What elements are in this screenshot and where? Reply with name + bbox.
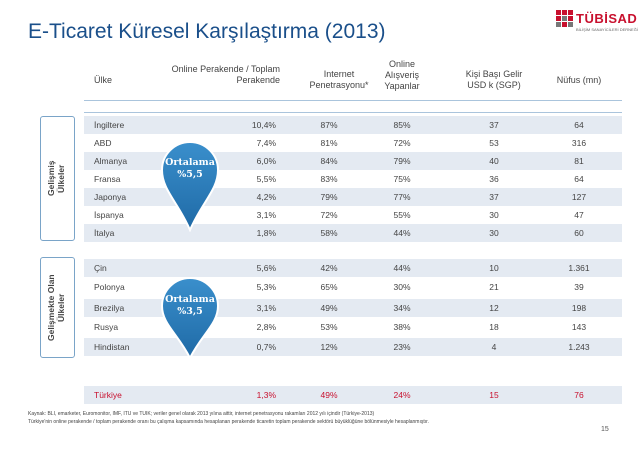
- cell-population: 316: [571, 138, 587, 148]
- cell-country: Polonya: [94, 282, 125, 292]
- cell-population: 60: [574, 228, 584, 238]
- cell-population: 198: [571, 303, 587, 313]
- table-row: [84, 116, 622, 134]
- cell-share: 2,8%: [256, 322, 276, 332]
- header-population: Nüfus (mn): [556, 75, 602, 85]
- cell-gdp: 53: [489, 138, 499, 148]
- logo-subtitle: BİLİŞİM SANAYİCİLERİ DERNEĞİ: [576, 27, 638, 32]
- header-divider: [84, 100, 622, 101]
- cell-shoppers: 30%: [393, 282, 411, 292]
- cell-share: 3,1%: [256, 303, 276, 313]
- cell-country: Brezilya: [94, 303, 125, 313]
- cell-internet: 53%: [320, 322, 338, 332]
- cell-internet: 49%: [320, 390, 338, 400]
- cell-country: Çin: [94, 263, 107, 273]
- average-bubble-developing: [160, 276, 220, 360]
- cell-share: 4,2%: [256, 192, 276, 202]
- cell-share: 1,8%: [256, 228, 276, 238]
- source-note: Kaynak: BLI, emarketer, Euromonitor, IMF, ITU ve TUIK; veriler genel olarak 2013 yılına aittir, internet penetrasyonu rakamları 2012 yılı içindir (Türkiye-2013) Türkiye'nin online perakende / toplam perakende oranı bu çalışma kapsamında hesaplanan perakende ticaretin toplam perakende sektörü büyüklüğüne bölünmesiyle hesaplanmıştır.: [28, 411, 429, 425]
- header-divider-2: [84, 112, 622, 113]
- cell-internet: 84%: [320, 156, 338, 166]
- cell-population: 64: [574, 120, 584, 130]
- page-number: 15: [601, 426, 609, 433]
- cell-gdp: 15: [489, 390, 499, 400]
- cell-share: 5,5%: [256, 174, 276, 184]
- group-label-developed: Gelişmiş Ülkeler: [46, 160, 66, 197]
- table-row-turkey: [84, 386, 622, 404]
- average-text-developed: Ortalama %5,5: [165, 157, 215, 180]
- header-country: Ülke: [94, 75, 113, 85]
- cell-country: İtalya: [94, 228, 115, 238]
- cell-country: Almanya: [94, 156, 128, 166]
- logo-mark-icon: [556, 10, 574, 30]
- cell-population: 64: [574, 174, 584, 184]
- cell-population: 1.243: [568, 342, 590, 352]
- cell-shoppers: 79%: [393, 156, 411, 166]
- header-gdp: Kişi Başı Gelir USD k (SGP): [465, 69, 523, 90]
- cell-population: 81: [574, 156, 584, 166]
- average-text-developing: Ortalama %3,5: [165, 294, 215, 317]
- cell-gdp: 30: [489, 210, 499, 220]
- cell-population: 39: [574, 282, 584, 292]
- cell-country: İspanya: [94, 210, 124, 220]
- cell-shoppers: 38%: [393, 322, 411, 332]
- cell-internet: 49%: [320, 303, 338, 313]
- cell-gdp: 30: [489, 228, 499, 238]
- cell-internet: 87%: [320, 120, 338, 130]
- cell-shoppers: 72%: [393, 138, 411, 148]
- header-share: Online Perakende / Toplam Perakende: [171, 64, 280, 85]
- cell-internet: 65%: [320, 282, 338, 292]
- cell-share: 5,3%: [256, 282, 276, 292]
- cell-internet: 12%: [320, 342, 338, 352]
- cell-share: 10,4%: [251, 120, 276, 130]
- cell-gdp: 40: [489, 156, 499, 166]
- cell-share: 6,0%: [256, 156, 276, 166]
- cell-population: 143: [571, 322, 587, 332]
- cell-gdp: 12: [489, 303, 499, 313]
- cell-gdp: 10: [489, 263, 499, 273]
- cell-internet: 58%: [320, 228, 338, 238]
- cell-share: 0,7%: [256, 342, 276, 352]
- cell-shoppers: 85%: [393, 120, 411, 130]
- group-label-developing: Gelişmekte Olan Ülkeler: [46, 274, 66, 341]
- cell-shoppers: 44%: [393, 263, 411, 273]
- cell-gdp: 37: [489, 120, 499, 130]
- header-internet: Internet Penetrasyonu*: [309, 69, 369, 90]
- cell-internet: 42%: [320, 263, 338, 273]
- cell-country: İngiltere: [94, 120, 125, 130]
- cell-country: Japonya: [94, 192, 127, 202]
- page-title: E-Ticaret Küresel Karşılaştırma (2013): [28, 20, 386, 43]
- cell-share: 1,3%: [256, 390, 276, 400]
- cell-population: 76: [574, 390, 584, 400]
- cell-internet: 72%: [320, 210, 338, 220]
- cell-internet: 83%: [320, 174, 338, 184]
- cell-population: 127: [571, 192, 587, 202]
- cell-country: Fransa: [94, 174, 121, 184]
- cell-country: Rusya: [94, 322, 119, 332]
- cell-shoppers: 34%: [393, 303, 411, 313]
- cell-shoppers: 24%: [393, 390, 411, 400]
- cell-gdp: 18: [489, 322, 499, 332]
- cell-internet: 81%: [320, 138, 338, 148]
- cell-shoppers: 44%: [393, 228, 411, 238]
- header-shoppers: Online Alışveriş Yapanlar: [384, 59, 420, 91]
- cell-gdp: 21: [489, 282, 499, 292]
- cell-country: ABD: [94, 138, 112, 148]
- table-row: [84, 259, 622, 277]
- cell-country: Türkiye: [94, 390, 122, 400]
- cell-shoppers: 55%: [393, 210, 411, 220]
- cell-gdp: 37: [489, 192, 499, 202]
- average-bubble-developed: [160, 140, 220, 232]
- cell-share: 3,1%: [256, 210, 276, 220]
- cell-internet: 79%: [320, 192, 338, 202]
- cell-gdp: 36: [489, 174, 499, 184]
- cell-share: 5,6%: [256, 263, 276, 273]
- logo-name: TÜBİSAD: [576, 11, 638, 26]
- tubisad-logo: [554, 8, 638, 38]
- cell-shoppers: 75%: [393, 174, 411, 184]
- cell-gdp: 4: [491, 342, 497, 352]
- cell-shoppers: 23%: [393, 342, 411, 352]
- cell-share: 7,4%: [256, 138, 276, 148]
- cell-population: 47: [574, 210, 584, 220]
- cell-population: 1.361: [568, 263, 590, 273]
- cell-country: Hindistan: [94, 342, 130, 352]
- cell-shoppers: 77%: [393, 192, 411, 202]
